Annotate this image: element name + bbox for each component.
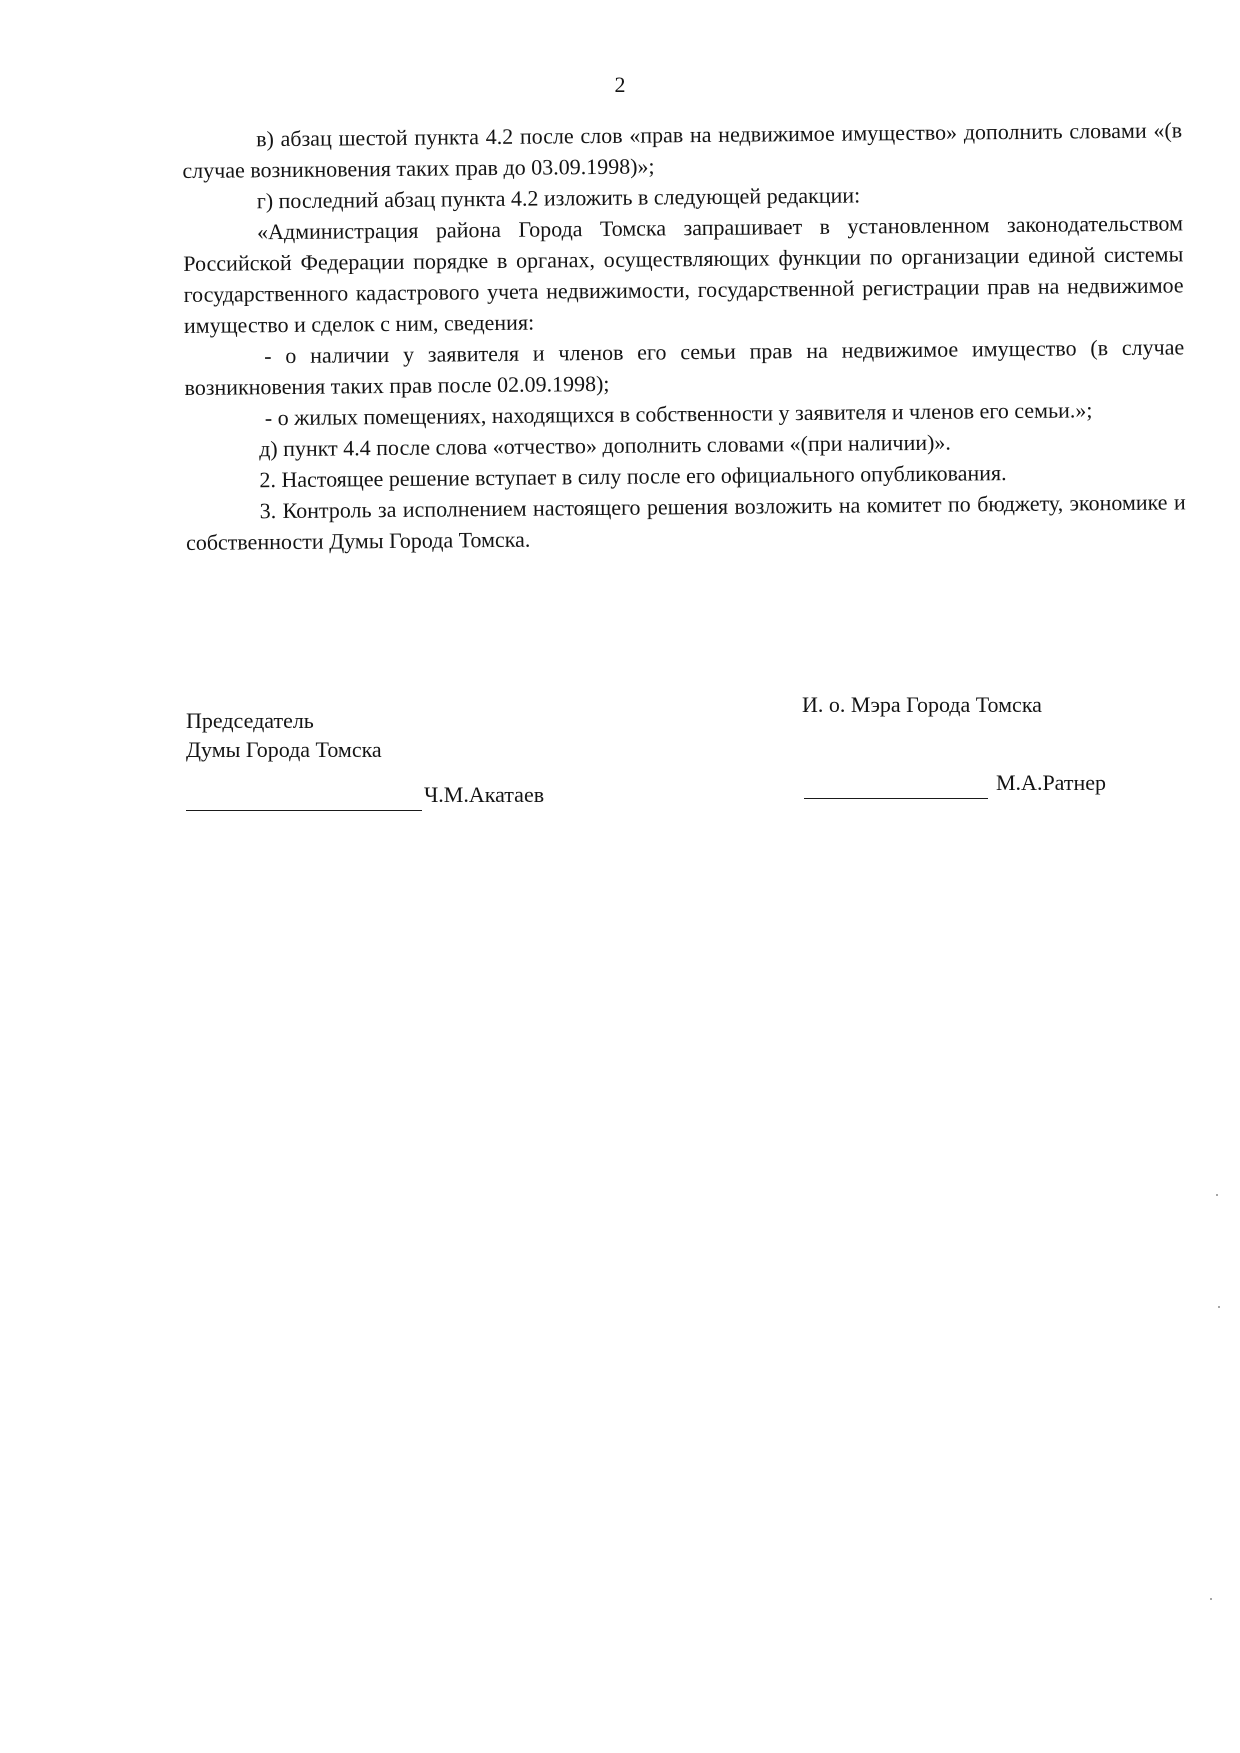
mayor-title: И. о. Мэра Города Томска [802, 692, 1042, 717]
paragraph-amendment-g: г) последний абзац пункта 4.2 изложить в следующей редакции: [256, 182, 861, 214]
page-number: 2 [614, 72, 626, 97]
scan-speck [1218, 1306, 1220, 1308]
paragraph-property-rights-item: - о наличии у заявителя и членов его семьи прав на недвижимое имущество (в случае возникновения таких прав после 02.09.1998); [184, 334, 1185, 400]
paragraph-residential-premises-item: - о жилых помещениях, находящихся в собственности у заявителя и членов его семьи.»; [264, 397, 1093, 431]
paragraph-new-wording: «Администрация района Города Томска запрашивает в установленном законодательством Российской Федерации порядке в органах, осуществляющих функции по организации единой системы государственного кадастрового учета недвижимости, государственной регистрации прав на недвижимое имущество и сделок с ним, сведения: [183, 210, 1184, 338]
mayor-signature-line [804, 798, 988, 799]
scan-speck [1210, 1598, 1212, 1600]
paragraph-control: 3. Контроль за исполнением настоящего решения возложить на комитет по бюджету, экономике и собственности Думы Города Томска. [185, 489, 1186, 555]
chairman-signature-line [186, 810, 422, 811]
paragraph-amendment-d: д) пункт 4.4 после слова «отчество» дополнить словами «(при наличии)». [259, 429, 951, 462]
chairman-name: Ч.М.Акатаев [424, 782, 545, 807]
mayor-name: М.А.Ратнер [996, 770, 1107, 795]
paragraph-amendment-v: в) абзац шестой пункта 4.2 после слов «прав на недвижимое имущество» дополнить словами «(в случае возникновения таких прав до 03.09.1998)»; [182, 117, 1183, 183]
chairman-title-line2: Думы Города Томска [186, 737, 382, 762]
paragraph-effective-date: 2. Настоящее решение вступает в силу после его официального опубликования. [259, 460, 1007, 493]
chairman-title-line1: Председатель [186, 708, 314, 733]
scan-speck [1216, 1194, 1218, 1196]
chairman-title [186, 706, 382, 764]
